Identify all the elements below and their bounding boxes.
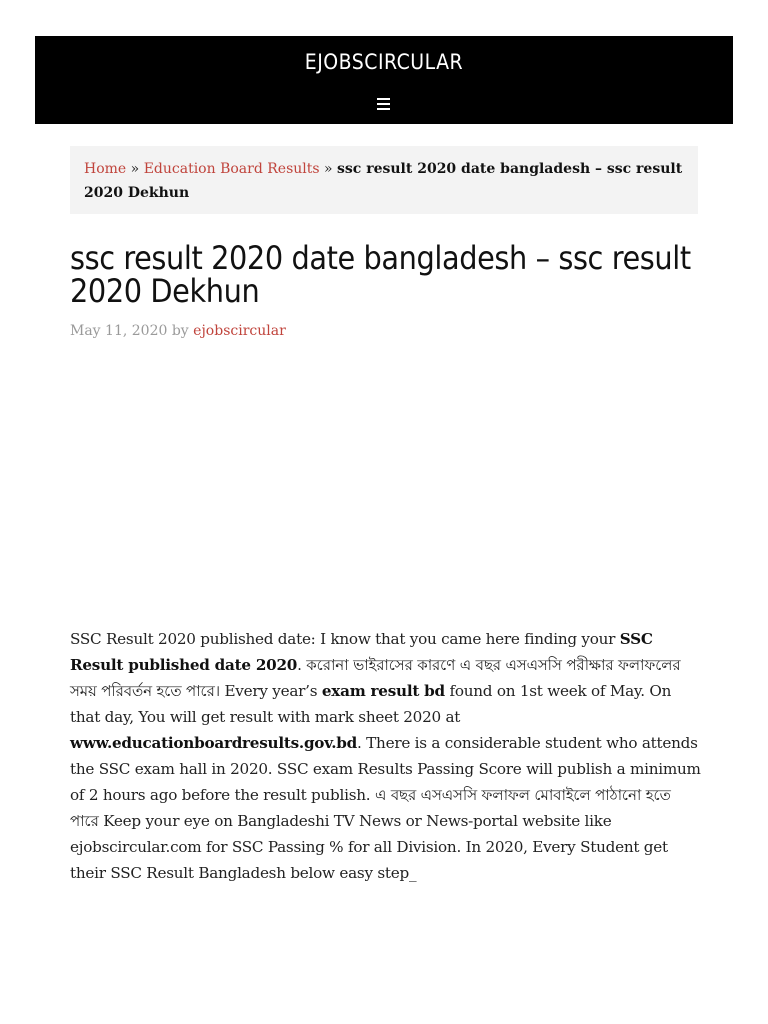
body-bold-text: exam result bd (321, 682, 445, 700)
post-meta (70, 323, 286, 339)
body-bold-text: www.educationboardresults.gov.bd (70, 734, 358, 752)
breadcrumb-separator: » (130, 161, 140, 177)
ad-space (70, 360, 698, 610)
post-author-link[interactable]: ejobscircular (193, 323, 286, 339)
breadcrumb-category-link[interactable]: Education Board Results (143, 161, 320, 177)
body-text: . There is a considerable student who attends the SSC exam hall in 2020. SSC exam Results Passing Score will publish a minimum of 2 hours ago before the result publish. এ বছর এসএসসি ফলাফল মোবাইলে পাঠানো হতে পারে Keep your eye on Bangladeshi TV News or News-portal website like ejobscircular.com for SSC Passing % for all Division. In 2020, Every Student get their SSC Result Bangladesh below easy step_ (70, 734, 701, 882)
breadcrumb-separator: » (324, 161, 333, 177)
body-text: . করোনা ভাইরাসের কারণে এ বছর এসএসসি পরীক্ষার ফলাফলের সময় পরিবর্তন হতে পারে। Every year’s (70, 656, 681, 700)
breadcrumb-home-link[interactable]: Home (84, 161, 127, 177)
body-text: found on 1st week of May. On that day, You will get result with mark sheet 2020 at (70, 682, 672, 726)
post-body (70, 626, 702, 886)
menu-bar (377, 98, 390, 100)
body-bold-text: SSC Result published date 2020 (70, 630, 653, 674)
menu-bar (377, 103, 390, 105)
menu-bar (377, 108, 390, 110)
hamburger-menu-icon[interactable] (376, 97, 391, 111)
body-text: SSC Result 2020 published date: I know that you came here finding your (70, 630, 620, 648)
post-by-label: by (171, 323, 189, 339)
post-date: May 11, 2020 (70, 323, 168, 339)
breadcrumb (70, 146, 698, 214)
post-title: ssc result 2020 date bangladesh – ssc result 2020 Dekhun (70, 239, 691, 310)
site-title-link[interactable]: EJOBSCIRCULAR (304, 50, 464, 74)
breadcrumb-current: ssc result 2020 date bangladesh – ssc result 2020 Dekhun (84, 161, 683, 201)
